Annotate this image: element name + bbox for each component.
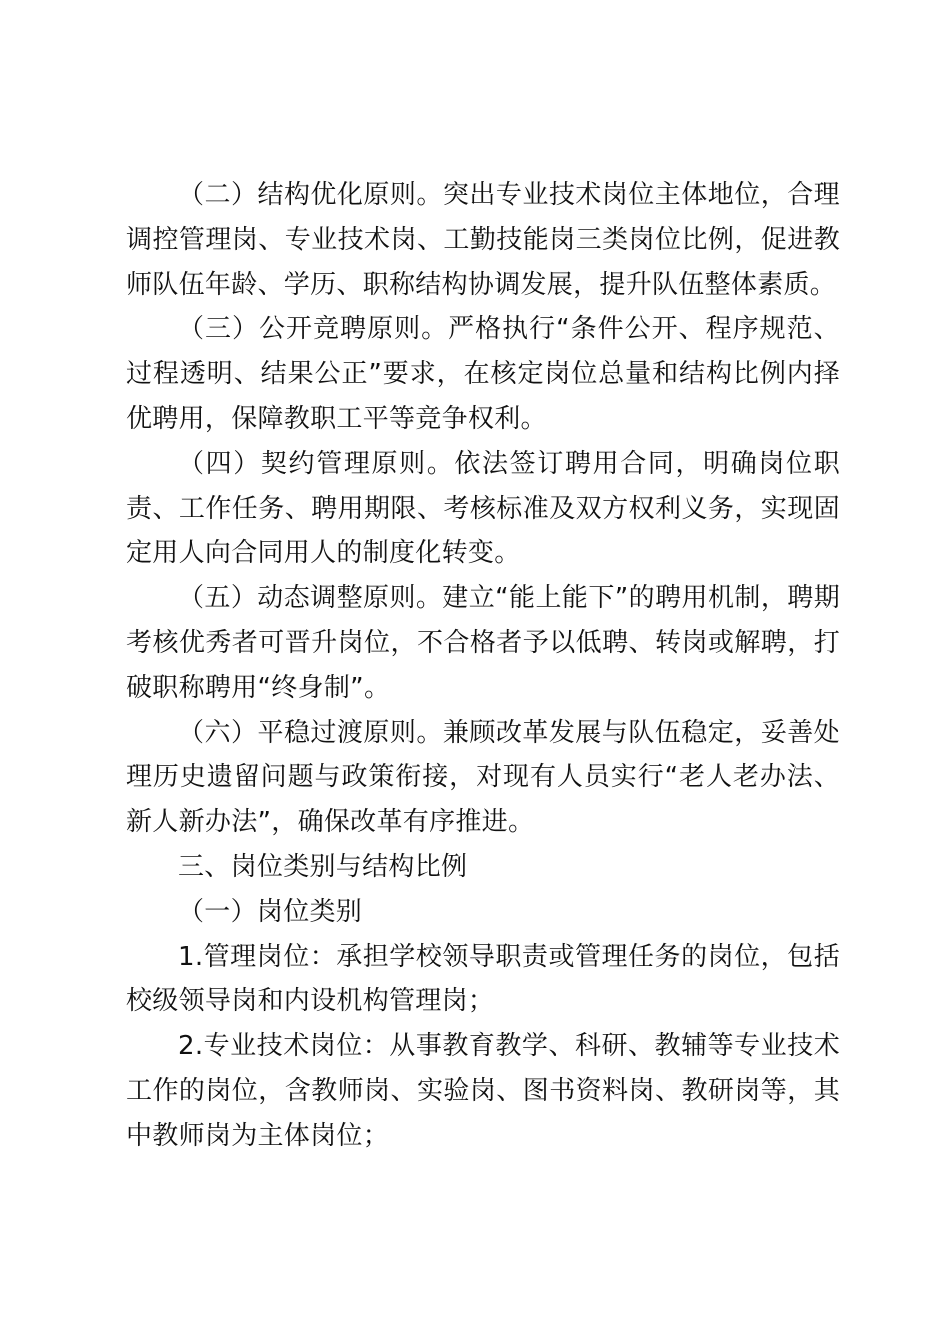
principle-structure-optimization: （二）结构优化原则。突出专业技术岗位主体地位，合理调控管理岗、专业技术岗、工勤技能岗三类岗位比例，促进教师队伍年龄、学历、职称结构协调发展，提升队伍整体素质。 bbox=[126, 180, 840, 300]
list-item-management-posts: 1.管理岗位：承担学校领导职责或管理任务的岗位，包括校级领导岗和内设机构管理岗； bbox=[126, 941, 840, 1017]
principle-open-competition: （三）公开竞聘原则。严格执行“条件公开、程序规范、过程透明、结果公正”要求，在核定岗位总量和结构比例内择优聘用，保障教职工平等竞争权利。 bbox=[126, 314, 840, 434]
document-body bbox=[126, 173, 840, 1159]
principle-contract-management: （四）契约管理原则。依法签订聘用合同，明确岗位职责、工作任务、聘用期限、考核标准及双方权利义务，实现固定用人向合同用人的制度化转变。 bbox=[126, 448, 840, 569]
principle-dynamic-adjustment: （五）动态调整原则。建立“能上能下”的聘用机制，聘期考核优秀者可晋升岗位，不合格者予以低聘、转岗或解聘，打破职称聘用“终身制”。 bbox=[126, 583, 840, 703]
section-heading-post-categories-and-ratios: 三、岗位类别与结构比例 bbox=[178, 851, 468, 882]
list-item-professional-technical-posts: 2.专业技术岗位：从事教育教学、科研、教辅等专业技术工作的岗位，含教师岗、实验岗、图书资料岗、教研岗等，其中教师岗为主体岗位； bbox=[126, 1031, 840, 1151]
subsection-heading-post-categories: （一）岗位类别 bbox=[178, 896, 363, 927]
principle-smooth-transition: （六）平稳过渡原则。兼顾改革发展与队伍稳定，妥善处理历史遗留问题与政策衔接，对现有人员实行“老人老办法、新人新办法”，确保改革有序推进。 bbox=[126, 717, 840, 838]
